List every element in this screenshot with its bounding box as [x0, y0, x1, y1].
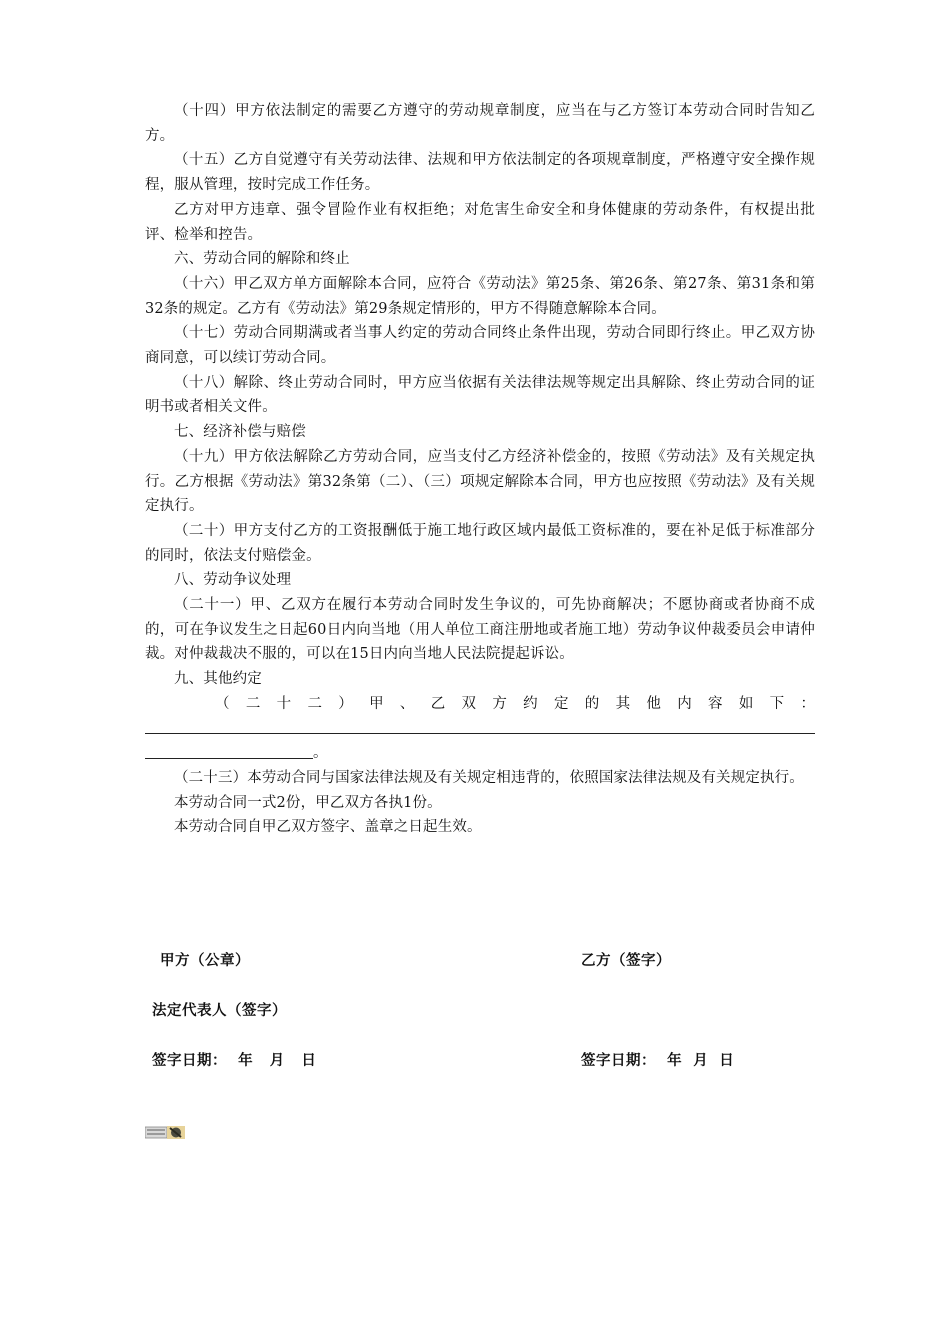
copies-note: 本劳动合同一式2份，甲乙双方各执1份。	[174, 794, 442, 811]
clause-14: （十四）甲方依法制定的需要乙方遵守的劳动规章制度，应当在与乙方签订本劳动合同时告知乙方。	[145, 103, 815, 144]
contract-page	[145, 99, 815, 840]
section-8-heading: 八、劳动争议处理	[174, 572, 292, 589]
small-inline-image-icon	[145, 1125, 185, 1140]
clause-22-blank-line[interactable]	[145, 717, 815, 742]
party-b-signature-label: 乙方（签字）	[581, 953, 671, 969]
clause-21: （二十一）甲、乙双方在履行本劳动合同时发生争议的，可先协商解决；不愿协商或者协商不成的，可在争议发生之日起60日内向当地（用人单位工商注册地或者施工地）劳动争议仲裁委员会申请仲裁。对仲裁裁决不服的，可以在15日内向当地人民法院提起诉讼。	[145, 597, 815, 663]
section-7-heading: 七、经济补偿与赔偿	[174, 424, 306, 441]
legal-rep-signature-label: 法定代表人（签字）	[152, 1003, 287, 1019]
clause-15: （十五）乙方自觉遵守有关劳动法律、法规和甲方依法制定的各项规章制度，严格遵守安全操作规程，服从管理，按时完成工作任务。	[145, 152, 815, 194]
party-b-sign-date: 签字日期： 年 月 日	[581, 1053, 735, 1069]
clause-22-blank-line-end[interactable]: 。	[145, 741, 815, 766]
effective-note: 本劳动合同自甲乙双方签字、盖章之日起生效。	[174, 819, 482, 836]
clause-23: （二十三）本劳动合同与国家法律法规及有关规定相违背的，依照国家法律法规及有关规定执行。	[174, 769, 804, 786]
section-9-heading: 九、其他约定	[174, 671, 262, 688]
clause-20: （二十）甲方支付乙方的工资报酬低于施工地行政区域内最低工资标准的，要在补足低于标准部分的同时，依法支付赔偿金。	[145, 522, 815, 564]
clause-17: （十七）劳动合同期满或者当事人约定的劳动合同终止条件出现，劳动合同即行终止。甲乙双方协商同意，可以续订劳动合同。	[145, 325, 815, 367]
clause-22-text: （ 二 十 二 ） 甲 、 乙 双 方 约 定 的 其 他 内 容 如 下 ：	[215, 695, 815, 712]
section-6-heading: 六、劳动合同的解除和终止	[174, 251, 350, 268]
clause-15-right-to-refuse: 乙方对甲方违章、强令冒险作业有权拒绝；对危害生命安全和身体健康的劳动条件，有权提出批评、检举和控告。	[145, 201, 815, 243]
party-a-sign-date: 签字日期： 年 月 日	[152, 1053, 317, 1069]
party-a-seal-label: 甲方（公章）	[160, 953, 250, 969]
clause-16: （十六）甲乙双方单方面解除本合同，应符合《劳动法》第25条、第26条、第27条、第31条和第32条的规定。乙方有《劳动法》第29条规定情形的，甲方不得随意解除本合同。	[145, 275, 815, 317]
clause-19: （十九）甲方依法解除乙方劳动合同，应当支付乙方经济补偿金的，按照《劳动法》及有关规定执行。乙方根据《劳动法》第32条第（二）、（三）项规定解除本合同，甲方也应按照《劳动法》及有关规定执行。	[145, 448, 815, 515]
clause-18: （十八）解除、终止劳动合同时，甲方应当依据有关法律法规等规定出具解除、终止劳动合同的证明书或者相关文件。	[145, 374, 815, 416]
